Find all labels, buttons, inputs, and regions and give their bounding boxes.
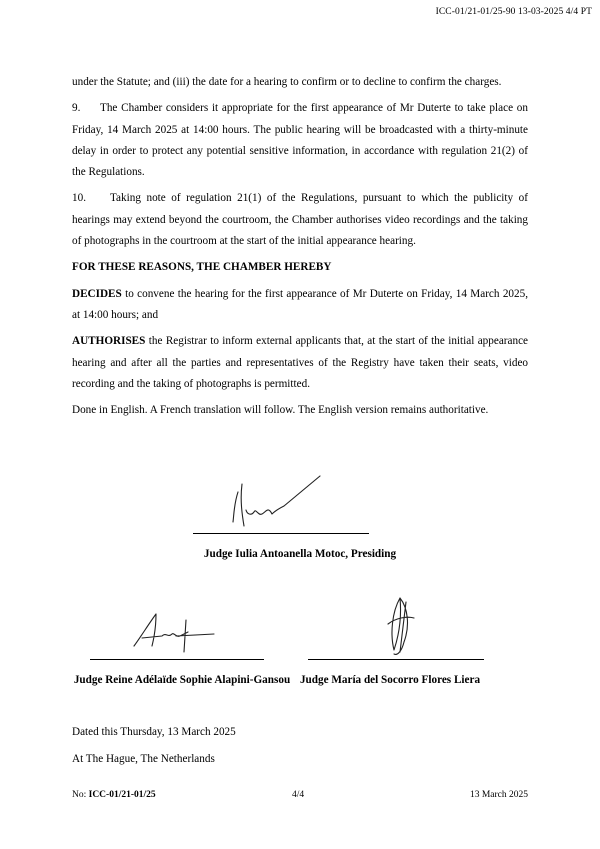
footer-no-label: No: [72, 790, 89, 800]
signature-presiding [220, 470, 340, 532]
decides-text: to convene the hearing for the first appearance of Mr Duterte on Friday, 14 March 2025, at 14:00 hours; and [72, 287, 528, 321]
signature-line-presiding [193, 533, 369, 534]
judge-name-left: Judge Reine Adélaïde Sophie Alapini-Gansou [73, 674, 291, 686]
authorises-text: the Registrar to inform external applicants that, at the start of the initial appearance hearing and after all the parties and representatives of the Registry have taken their seats, video recording and the taking of photographs is permitted. [72, 335, 528, 390]
authorises-clause [72, 331, 528, 395]
footer-date: 13 March 2025 [469, 790, 528, 800]
judge-name-presiding: Judge Iulia Antoanella Motoc, Presiding [203, 548, 397, 560]
decides-clause [72, 284, 528, 327]
dated-line: Dated this Thursday, 13 March 2025 [72, 726, 236, 738]
paragraph-text: The Chamber considers it appropriate for the first appearance of Mr Duterte to take place on Friday, 14 March 2025 at 14:00 hours. The public hearing will be broadcasted with a thirty-minute delay in order to protect any potential sensitive information, in accordance with regulation 21(2) of the Regulations. [72, 102, 528, 179]
operative-heading: FOR THESE REASONS, THE CHAMBER HEREBY [72, 261, 332, 274]
done-statement: Done in English. A French translation will follow. The English version remains authoritative. [72, 404, 489, 417]
place-line: At The Hague, The Netherlands [72, 753, 215, 765]
authorises-label: AUTHORISES [72, 335, 146, 348]
footer-case-number [72, 790, 156, 800]
document-reference: ICC-01/21-01/25-90 13-03-2025 4/4 PT [435, 7, 592, 17]
signature-line-left [90, 659, 264, 660]
decides-label: DECIDES [72, 287, 122, 300]
signature-line-right [308, 659, 484, 660]
document-body [72, 72, 528, 426]
paragraph-number: 10. [72, 192, 86, 205]
judge-name-right: Judge María del Socorro Flores Liera [299, 674, 481, 686]
paragraph-text: Taking note of regulation 21(1) of the Regulations, pursuant to which the publicity of hearings may extend beyond the courtroom, the Chamber authorises video recordings and the taking of photographs in the courtroom at the start of the initial appearance hearing. [72, 192, 528, 248]
paragraph-number: 9. [72, 102, 81, 115]
footer-page-number: 4/4 [292, 790, 305, 800]
signature-right [380, 594, 420, 660]
paragraph-9 [72, 98, 528, 183]
signature-left [128, 608, 218, 654]
paragraph-continuation: under the Statute; and (iii) the date for a hearing to confirm or to decline to confirm the charges. [72, 76, 502, 88]
footer-no-value: ICC-01/21-01/25 [88, 790, 156, 800]
paragraph-10 [72, 188, 528, 252]
